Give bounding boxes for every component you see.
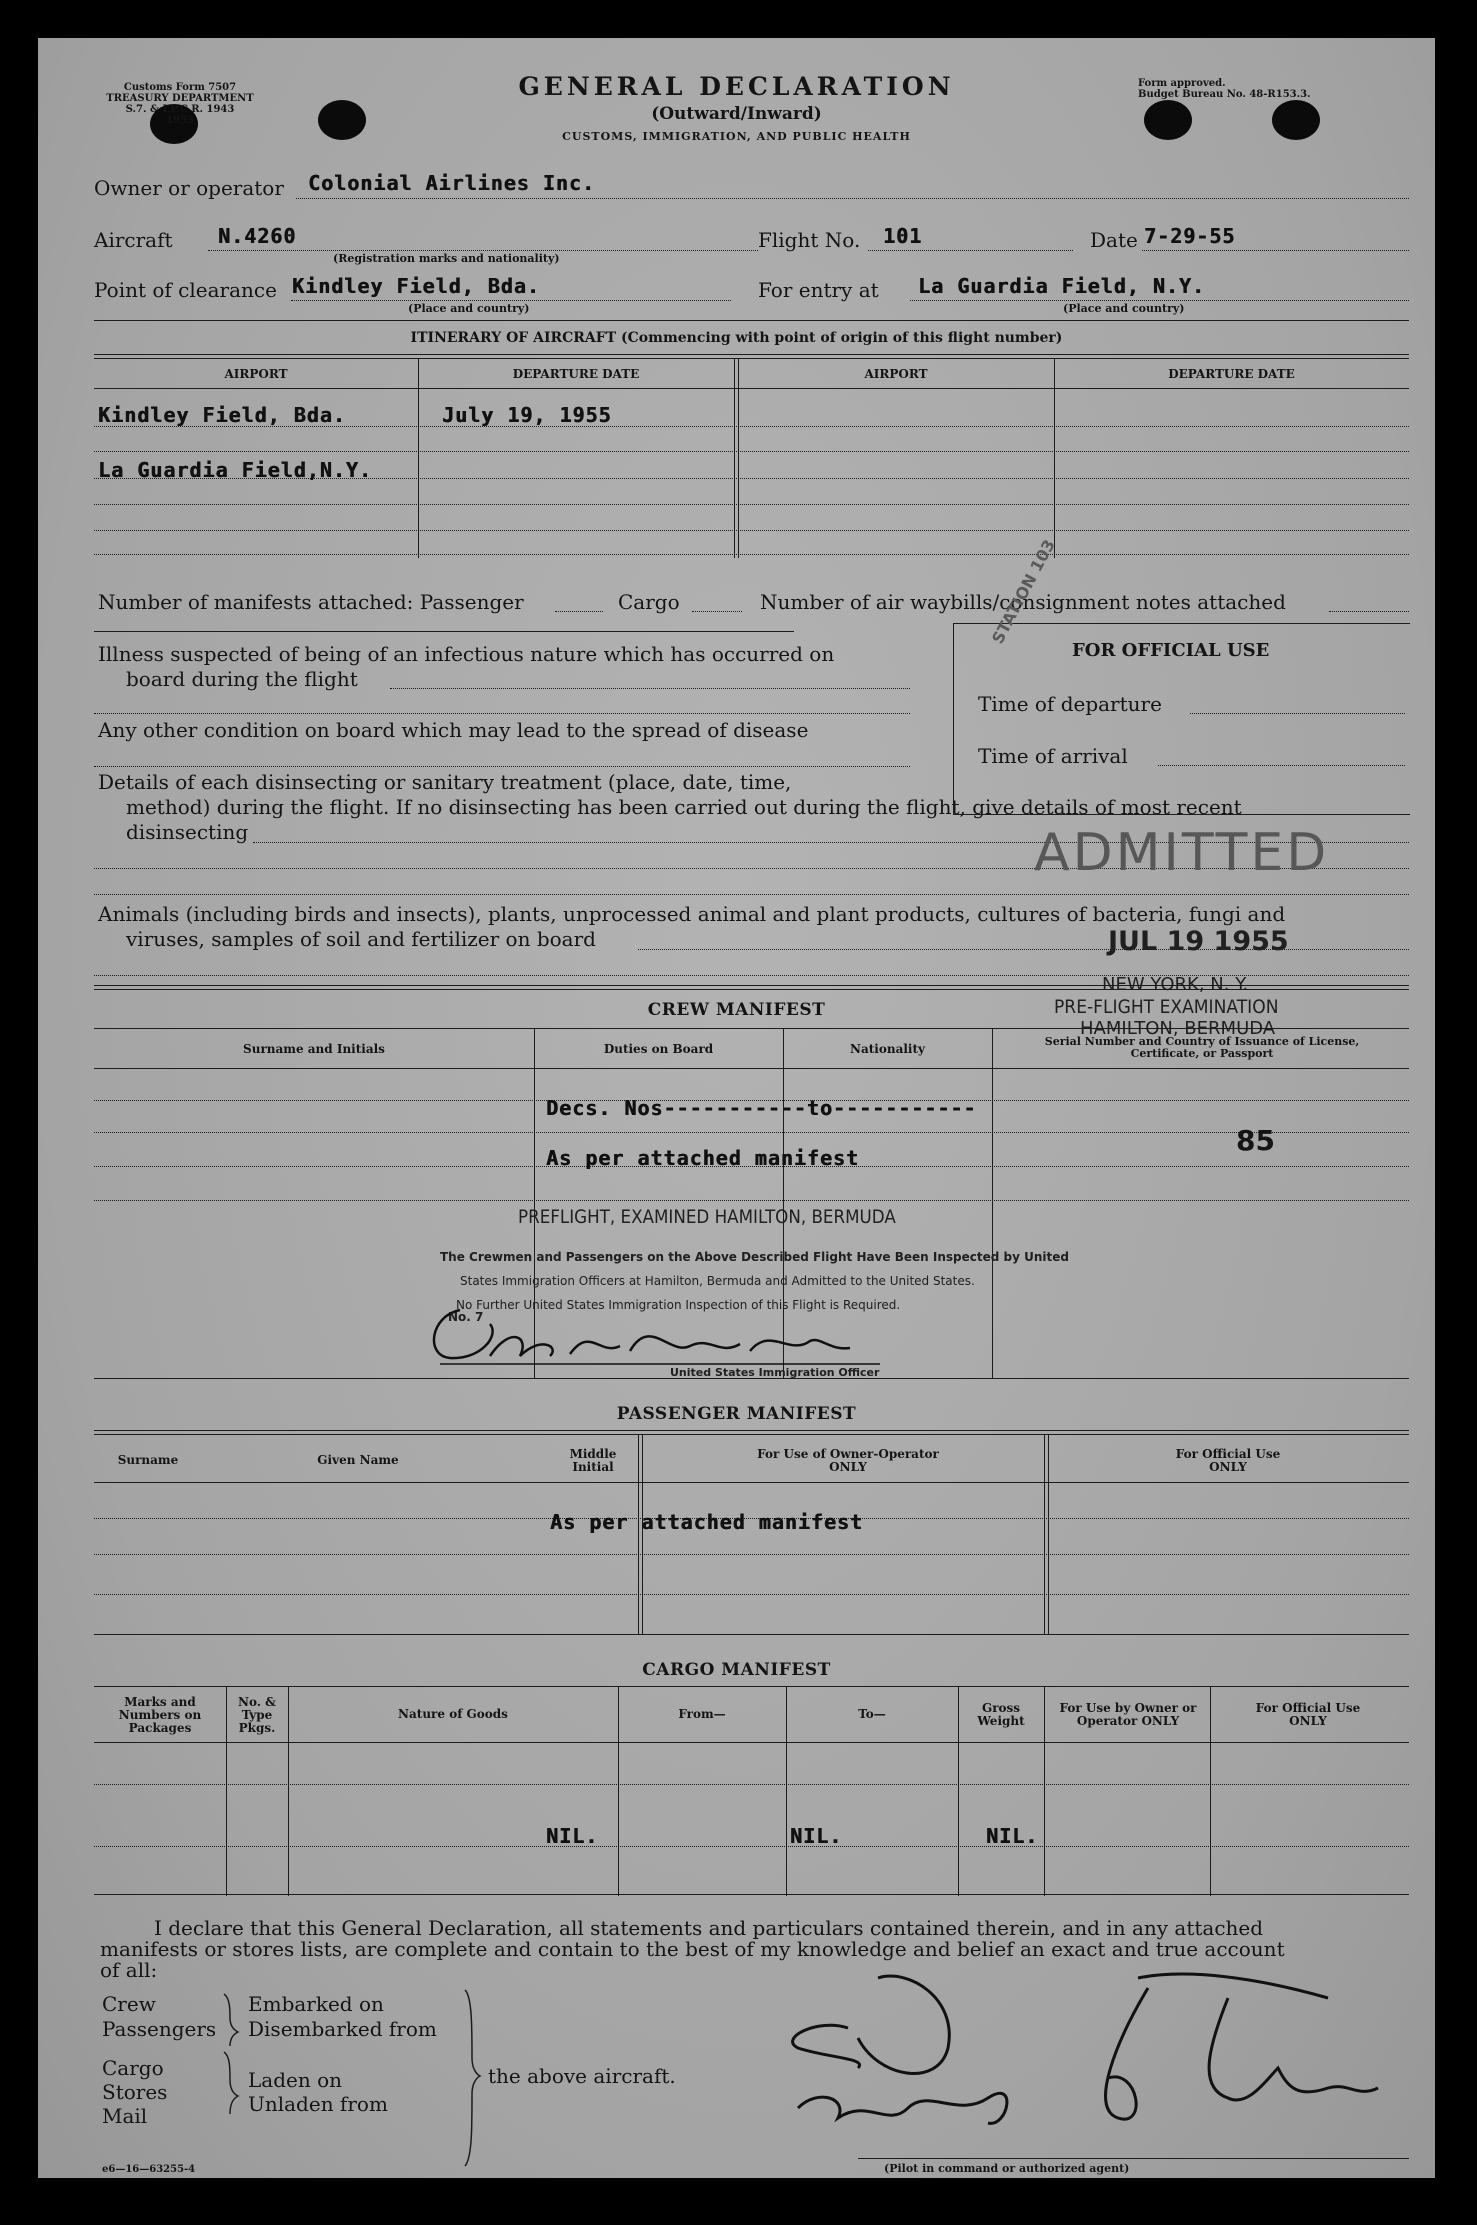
preflight-stamp: PRE-FLIGHT EXAMINATION [1054, 996, 1279, 1018]
itinerary-airport-1: Kindley Field, Bda. [98, 403, 346, 427]
aircraft-dotted-line [208, 250, 758, 251]
passenger-entry: As per attached manifest [550, 1510, 863, 1534]
inspection-no: No. 7 [448, 1310, 484, 1324]
time-arrival-line [1158, 765, 1405, 766]
pilot-caption: (Pilot in command or authorized agent) [884, 2162, 1130, 2175]
passenger-manifest-title: PASSENGER MANIFEST [616, 1404, 857, 1424]
column-divider [958, 1686, 959, 1896]
rule [94, 1434, 1409, 1435]
manifests-cargo-label: Cargo [618, 590, 680, 614]
time-departure-label: Time of departure [978, 692, 1162, 716]
rule [94, 989, 1409, 990]
preflight-examined-stamp: PREFLIGHT, EXAMINED HAMILTON, BERMUDA [518, 1206, 896, 1228]
column-divider [226, 1686, 227, 1896]
itinerary-date-1: July 19, 1955 [442, 403, 612, 427]
inspection-text-3: No Further United States Immigration Inspection of this Flight is Required. [456, 1298, 901, 1312]
illness-line [390, 688, 910, 689]
entry-dotted-line [910, 300, 1409, 301]
illness-text-1: Illness suspected of being of an infectious nature which has occurred on [98, 642, 835, 666]
label-cargo: Cargo [102, 2056, 164, 2080]
cargo-header-owner: For Use by Owner or Operator ONLY [1059, 1701, 1197, 1728]
entry-label: For entry at [758, 278, 879, 302]
itinerary-title: ITINERARY OF AIRCRAFT (Commencing with point of origin of this flight number) [410, 330, 1063, 346]
itinerary-header-date: DEPARTURE DATE [1168, 367, 1295, 381]
crew-manifest-title: CREW MANIFEST [647, 1000, 826, 1020]
cargo-row-line [94, 1784, 1409, 1785]
disinsect-line [94, 894, 1409, 895]
signature-line [858, 2158, 1409, 2159]
itinerary-header-date: DEPARTURE DATE [512, 367, 640, 381]
rule [94, 631, 794, 632]
crew-entry-decs: Decs. Nos-----------to----------- [546, 1096, 977, 1120]
cargo-header-pkgs: No. & Type Pkgs. [238, 1695, 276, 1735]
label-crew: Crew [102, 1992, 156, 2016]
itinerary-airport-2: La Guardia Field,N.Y. [98, 458, 372, 482]
crew-entry-manifest: As per attached manifest [546, 1146, 859, 1170]
clearance-caption: (Place and country) [408, 302, 530, 315]
rule [94, 1378, 1409, 1379]
cargo-weight-nil: NIL. [986, 1824, 1039, 1848]
entry-value: La Guardia Field, N.Y. [918, 274, 1205, 298]
passenger-header-given: Given Name [317, 1453, 399, 1467]
approval-block [1138, 78, 1311, 100]
form-title: GENERAL DECLARATION [518, 72, 955, 101]
clearance-label: Point of clearance [94, 278, 277, 302]
aircraft-value: N.4260 [218, 224, 297, 248]
clearance-dotted-line [291, 300, 731, 301]
declaration-text-3: of all: [100, 1958, 158, 1982]
date-value: 7-29-55 [1144, 224, 1236, 248]
declaration-above-aircraft: the above aircraft. [488, 2064, 676, 2088]
passenger-header-middle: Middle Initial [569, 1447, 617, 1474]
form-info-line: Customs Form 7507 [123, 82, 237, 93]
cargo-header-weight: Gross Weight [977, 1701, 1025, 1728]
rule [94, 1894, 1409, 1895]
cargo-header-marks: Marks and Numbers on Packages [118, 1695, 202, 1735]
itinerary-header-airport: AIRPORT [864, 367, 928, 381]
disinsect-text-3: disinsecting [126, 820, 249, 844]
cargo-header-official: For Official Use ONLY [1255, 1701, 1361, 1728]
form-info-line: 1953 [166, 115, 194, 126]
label-disembarked: Disembarked from [248, 2017, 437, 2041]
waybills-label: Number of air waybills/consignment notes attached [760, 590, 1286, 614]
manifests-cargo-line [692, 611, 742, 612]
passenger-row-line [94, 1594, 1409, 1595]
itinerary-header-airport: AIRPORT [224, 367, 288, 381]
cargo-header-goods: Nature of Goods [398, 1707, 508, 1721]
crew-header-surname: Surname and Initials [243, 1042, 385, 1056]
hamilton-stamp: HAMILTON, BERMUDA [1080, 1018, 1276, 1039]
admitted-stamp: ADMITTED [1034, 823, 1330, 883]
pilot-signature [758, 1958, 1418, 2168]
date-stamp: JUL 19 1955 [1108, 926, 1289, 957]
approval-line: Form approved. [1138, 78, 1226, 89]
crew-row-line [94, 1132, 1409, 1133]
station-stamp: STATION 103 [988, 536, 1059, 647]
cargo-manifest-title: CARGO MANIFEST [642, 1660, 831, 1680]
passenger-header-official: For Official Use ONLY [1175, 1447, 1281, 1474]
aircraft-caption: (Registration marks and nationality) [333, 252, 560, 265]
disinsect-text-1: Details of each disinsecting or sanitary treatment (place, date, time, [98, 770, 792, 794]
rule [94, 320, 1409, 321]
owner-label: Owner or operator [94, 176, 284, 200]
itinerary-row-line [94, 451, 1409, 452]
rule [94, 1482, 1409, 1483]
flight-dotted-line [868, 250, 1073, 251]
label-mail: Mail [102, 2104, 148, 2128]
manifests-passenger-label: Number of manifests attached: Passenger [98, 590, 524, 614]
crew-number: 85 [1236, 1124, 1275, 1157]
rule [94, 1634, 1409, 1635]
inspection-text-1: The Crewmen and Passengers on the Above Described Flight Have Been Inspected by United [440, 1250, 1069, 1264]
passenger-header-owner: For Use of Owner-Operator ONLY [757, 1447, 939, 1474]
label-passengers: Passengers [102, 2017, 217, 2041]
illness-line [94, 713, 910, 714]
form-subtitle: (Outward/Inward) [651, 104, 822, 124]
column-divider [992, 1028, 993, 1378]
official-use-title: FOR OFFICIAL USE [1072, 640, 1270, 661]
label-unladen: Unladen from [248, 2092, 388, 2116]
column-divider [642, 1434, 643, 1634]
inspection-text-2: States Immigration Officers at Hamilton, Bermuda and Admitted to the United States. [460, 1274, 975, 1288]
other-condition-text: Any other condition on board which may lead to the spread of disease [98, 718, 809, 742]
label-stores: Stores [102, 2080, 168, 2104]
animals-text-1: Animals (including birds and insects), plants, unprocessed animal and plant products, cultures of bacteria, fungi and [98, 902, 1286, 926]
waybills-line [1329, 611, 1409, 612]
time-arrival-label: Time of arrival [978, 744, 1128, 768]
column-divider [1044, 1434, 1045, 1634]
other-condition-line [94, 766, 910, 767]
declaration-mid-labels-bottom [248, 2068, 388, 2116]
rule [94, 1686, 1409, 1687]
entry-caption: (Place and country) [1063, 302, 1185, 315]
itinerary-row-line [94, 530, 1409, 531]
column-divider [1044, 1686, 1045, 1896]
declaration-text-1: I declare that this General Declaration, all statements and particulars contained therein, and in any attached [154, 1916, 1264, 1940]
disinsect-text-2: method) during the flight. If no disinsecting has been carried out during the flight, give details of most recent [126, 795, 1242, 819]
itinerary-row-line [94, 554, 1409, 555]
rule [94, 1028, 1409, 1029]
form-agencies: CUSTOMS, IMMIGRATION, AND PUBLIC HEALTH [562, 130, 911, 143]
owner-dotted-line [296, 198, 1409, 199]
rule [94, 1430, 1409, 1431]
cargo-header-to: To— [858, 1707, 886, 1721]
immigration-officer-signature [420, 1296, 890, 1376]
time-departure-line [1190, 713, 1405, 714]
declaration-left-labels-bottom [102, 2056, 167, 2128]
column-divider [1210, 1686, 1211, 1896]
declaration-mid-labels-top [248, 1992, 437, 2042]
rule [94, 358, 1409, 359]
cargo-to-nil: NIL. [790, 1824, 843, 1848]
aircraft-label: Aircraft [94, 228, 173, 252]
crew-row-line [94, 1200, 1409, 1201]
print-code: e6—16—63255-4 [102, 2164, 196, 2175]
itinerary-row-line [94, 504, 1409, 505]
date-dotted-line [1142, 250, 1409, 251]
illness-text-2: board during the flight [126, 667, 358, 691]
passenger-row-line [94, 1554, 1409, 1555]
declaration-form-sheet [38, 38, 1435, 2178]
crew-header-nationality: Nationality [850, 1042, 925, 1056]
rule [94, 354, 1409, 355]
rule [94, 1742, 1409, 1743]
declaration-text-2: manifests or stores lists, are complete and contain to the best of my knowledge and belief an exact and true account [100, 1937, 1285, 1961]
crew-header-duties: Duties on Board [603, 1042, 714, 1056]
flight-value: 101 [883, 224, 923, 248]
passenger-header-surname: Surname [117, 1453, 179, 1467]
label-laden: Laden on [248, 2068, 343, 2092]
column-divider [1048, 1434, 1049, 1634]
flight-label: Flight No. [758, 228, 861, 252]
declaration-left-labels-top [102, 1992, 216, 2042]
manifests-passenger-line [555, 611, 603, 612]
date-label: Date [1090, 228, 1138, 252]
cargo-row-line [94, 1846, 1409, 1847]
rule [94, 388, 1409, 389]
label-embarked: Embarked on [248, 1992, 384, 2016]
clearance-value: Kindley Field, Bda. [292, 274, 540, 298]
cargo-header-from: From— [678, 1707, 726, 1721]
cargo-goods-nil: NIL. [546, 1824, 599, 1848]
form-info-line: TREASURY DEPARTMENT [106, 93, 254, 104]
declaration-big-bracket [462, 1988, 482, 2168]
crew-header-serial: Serial Number and Country of Issuance of License, Certificate, or Passport [1044, 1035, 1360, 1060]
rule [94, 985, 1409, 986]
column-divider [638, 1434, 639, 1634]
animals-text-2: viruses, samples of soil and fertilizer on board [126, 927, 596, 951]
officer-caption: United States Immigration Officer [670, 1366, 880, 1379]
city-stamp: NEW YORK, N. Y. [1102, 974, 1249, 995]
form-info-line: S.7. & I.P.C.R. 1943 [125, 104, 235, 115]
owner-value: Colonial Airlines Inc. [308, 171, 595, 195]
rule [94, 1068, 1409, 1069]
approval-line: Budget Bureau No. 48-R153.3. [1138, 89, 1311, 100]
animals-line [638, 949, 1409, 950]
